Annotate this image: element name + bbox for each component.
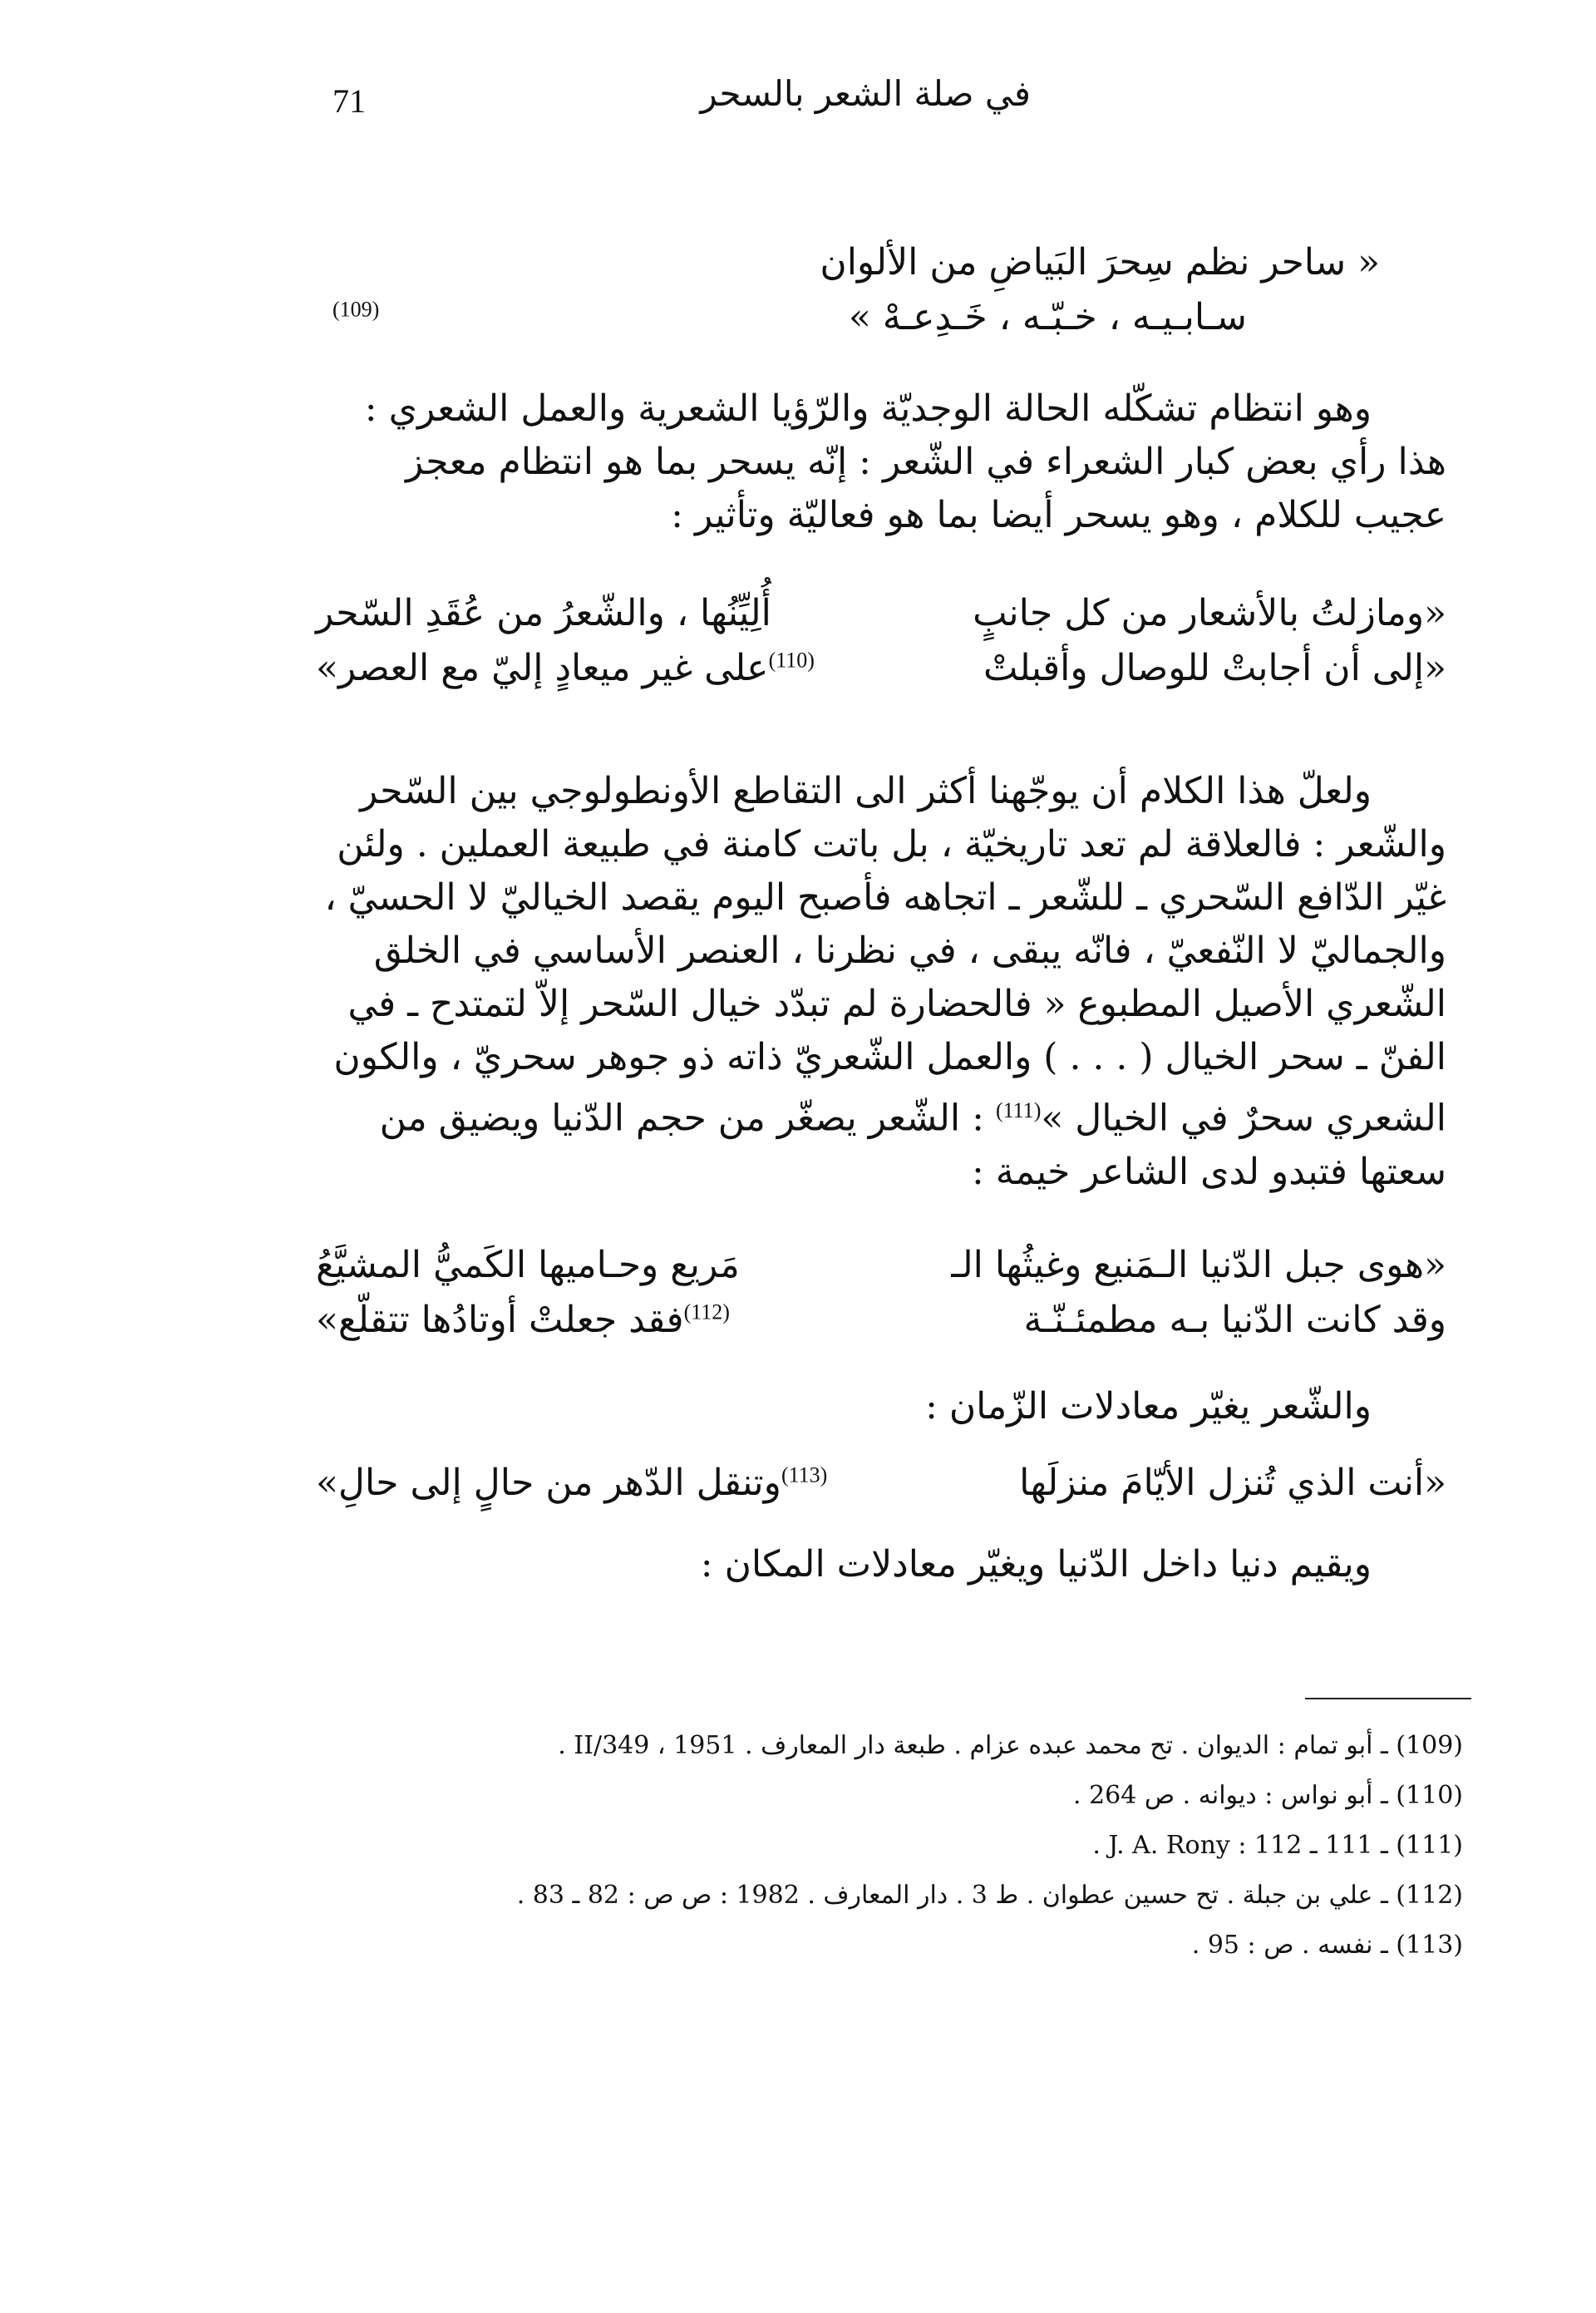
- page-number: 71: [332, 82, 366, 120]
- footnote-ref-110: (110): [768, 648, 815, 673]
- footnote-ref-113: (113): [781, 1462, 828, 1487]
- verse-2-hemistich-3: «إلى أن أجابتْ للوصال وأقبلتْ: [983, 647, 1446, 689]
- footnote-109: (109) ـ أبو تمام : الديوان . تح محمد عبده عزام . طبعة دار المعارف . 1951 ، 349/II .: [558, 1731, 1463, 1760]
- verse-1-line-1: [316, 241, 1446, 294]
- verse-4-hemistich-2: $^{(113)}$وتنقل الدّهر من حالٍ إلى حالِ»: [316, 1462, 828, 1504]
- footnote-113: (113) ـ نفسه . ص : 95 .: [1191, 1931, 1463, 1960]
- footnote-112: (112) ـ علي بن جبلة . تح حسين عطوان . ط 3 . دار المعارف . 1982 : ص ص : 82 ـ 83 .: [516, 1881, 1463, 1910]
- footnote-ref-111: (111): [995, 1098, 1042, 1122]
- running-title: في صلة الشعر بالسحر: [700, 73, 1031, 114]
- footnote-111: (111) ـ 111 ـ 112 : J. A. Rony .: [1092, 1831, 1463, 1860]
- verse-3-hemistich-3: وقد كانت الدّنيا بـه مطمئـنّـة: [1023, 1299, 1446, 1341]
- verse-2-line-1: [316, 592, 1446, 645]
- paragraph-2: [316, 765, 1446, 1199]
- paragraph-1-text: وهو انتظام تشكّله الحالة الوجديّة والرّؤيا الشعرية والعمل الشعري : هذا رأي بعض كبار الشعراء في الشّعر : إنّه يسحر بما هو انتظام معجز عجيب للكلام ، وهو يسحر أيضا بما هو فعاليّة وتأثير :: [364, 387, 1446, 536]
- verse-3-hemistich-2: مَريع وحـاميها الكَميُّ المشيَّعُ: [316, 1244, 740, 1286]
- verse-4-hemistich-1: «أنت الذي تُنزل الأيّامَ منزلَها: [1019, 1462, 1446, 1504]
- verse-2-hemistich-2: أُلِيِّنُها ، والشّعرُ من عُقَدِ السّحر: [316, 592, 771, 634]
- verse-1-line-2: [316, 296, 1446, 349]
- verse-3-hemistich-1: «هوى جبل الدّنيا الـمَنيع وغيثُها الـ: [951, 1244, 1446, 1286]
- paragraph-4-text: ويقيم دنيا داخل الدّنيا ويغيّر معادلات المكان :: [700, 1543, 1372, 1586]
- verse-2-line-2: [316, 647, 1446, 700]
- paragraph-1: [316, 382, 1446, 542]
- footnote-ref-112: (112): [683, 1300, 730, 1324]
- verse-4-line-1: [316, 1462, 1446, 1515]
- paragraph-3: [316, 1380, 1446, 1433]
- paragraph-2-text: ولعلّ هذا الكلام أن يوجّهنا أكثر الى التقاطع الأونطولوجي بين السّحر والشّعر : فالعلاقة لم تعد تاريخيّة ، بل باتت كامنة في طبيعة العملين . ولئن غيّر الدّافع السّحري ـ للشّعر ـ اتجاهه فأصبح اليوم يقصد الخياليّ لا الحسيّ ، والجماليّ لا النّفعيّ ، فانّه يبقى ، في نظرنا ، العنصر الأساسي في الخلق الشّعري الأصيل المطبوع « فالحضارة لم تبدّد خيال السّحر إلاّ لتمتدح ـ في الفنّ ـ سحر الخيال ( . . . ) والعمل الشّعريّ ذاته ذو جوهر سحريّ ، والكون الشعري سحرٌ في الخيال »$^{(111)}$ : الشّعر يصغّر من حجم الدّنيا ويضيق من سعتها فتبدو لدى الشاعر خيمة :: [324, 770, 1446, 1193]
- verse-3-line-2: [316, 1299, 1446, 1352]
- page-header: [316, 73, 1031, 131]
- verse-1-text-2: سـابـيـه ، خـبّـه ، خَـدِعـهْ »: [848, 296, 1247, 338]
- verse-3-hemistich-4: $^{(112)}$فقد جعلتْ أوتادُها تتقلّع»: [316, 1299, 730, 1341]
- verse-2-hemistich-1: «ومازلتُ بالأشعار من كل جانبٍ: [973, 592, 1446, 634]
- paragraph-3-text: والشّعر يغيّر معادلات الزّمان :: [925, 1385, 1372, 1428]
- verse-1-text: « ساحر نظم سِحرَ البَياضِ من الألوان: [820, 241, 1380, 284]
- footnote-divider: [1305, 1698, 1471, 1699]
- footnote-ref-109: (109): [332, 297, 380, 322]
- paragraph-4: [316, 1538, 1446, 1591]
- verse-2-hemistich-4: $^{(110)}$على غير ميعادٍ إليّ مع العصر»: [316, 647, 815, 689]
- verse-3-line-1: [316, 1244, 1446, 1297]
- footnote-110: (110) ـ أبو نواس : ديوانه . ص 264 .: [1073, 1781, 1463, 1810]
- footnotes: [349, 1721, 1463, 1970]
